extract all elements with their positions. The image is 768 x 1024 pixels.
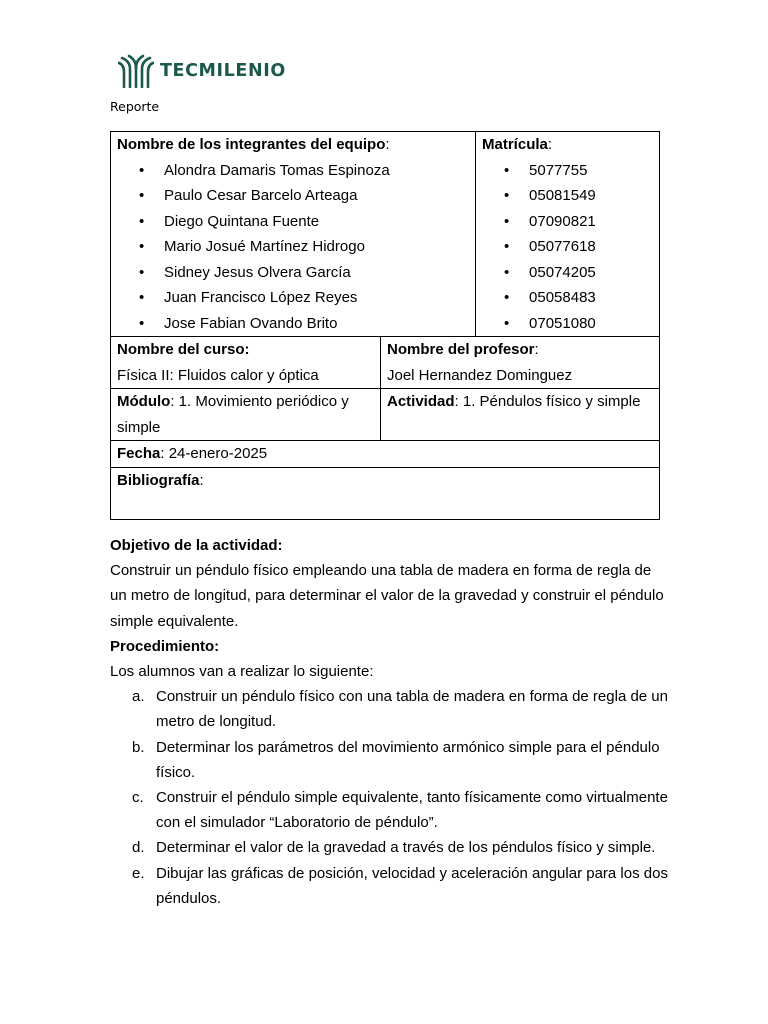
- activity-value: : 1. Péndulos físico y simple: [454, 393, 641, 410]
- activity-cell: [381, 389, 660, 441]
- date-value: : 24-enero-2025: [160, 445, 268, 462]
- step-marker: e.: [132, 864, 145, 882]
- logo-text: TECMILENIO: [160, 61, 286, 81]
- step-text: Construir el péndulo simple equivalente, tanto físicamente como virtualmente con el simulador “Laboratorio de péndulo”.: [156, 789, 668, 832]
- activity-label: Actividad: [387, 393, 455, 410]
- list-item: [110, 835, 670, 860]
- module-value: : 1. Movimiento periódico y simple: [117, 393, 349, 436]
- module-row: [111, 389, 660, 441]
- matricula-label: Matrícula: [482, 136, 548, 153]
- tecmilenio-logo-icon: [118, 54, 154, 88]
- date-label: Fecha: [117, 445, 161, 462]
- list-item: [110, 684, 670, 734]
- activity-description: [110, 533, 670, 911]
- procedure-intro: Los alumnos van a realizar lo siguiente:: [110, 663, 374, 681]
- bibliography-cell: [111, 467, 660, 519]
- list-item: • 07090821: [482, 209, 653, 235]
- step-marker: d.: [132, 839, 145, 857]
- step-marker: b.: [132, 738, 145, 756]
- info-table: [110, 131, 660, 520]
- members-cell: Nombre de los integrantes del equipo: • Alondra Damaris Tomas Espinoza • Paulo Cesar Barcelo Arteaga • Diego Quintana Fuente • Mario Josué Martínez Hidrogo • Sidney Jesus Olvera García • Juan Francisco López Reyes • Jose Fabian Ovando Brito: [111, 132, 476, 337]
- objective-heading: Objetivo de la actividad:: [110, 537, 283, 554]
- matricula-cell: Matrícula: • 5077755 • 05081549 • 07090821 • 05077618 • 05074205 • 05058483 • 07051080: [476, 132, 660, 337]
- course-row: [111, 337, 660, 389]
- list-item: • Paulo Cesar Barcelo Arteaga: [117, 183, 469, 209]
- module-cell: [111, 389, 381, 441]
- list-item: • Sidney Jesus Olvera García: [117, 260, 469, 286]
- list-item: [110, 785, 670, 835]
- members-list: [117, 158, 469, 337]
- step-text: Construir un péndulo físico con una tabla de madera en forma de regla de un metro de longitud.: [156, 688, 668, 731]
- list-item: • 05077618: [482, 234, 653, 260]
- professor-cell: Nombre del profesor: Joel Hernandez Dominguez: [381, 337, 660, 389]
- list-item: • Diego Quintana Fuente: [117, 209, 469, 235]
- members-label: Nombre de los integrantes del equipo: [117, 136, 386, 153]
- list-item: • 05058483: [482, 285, 653, 311]
- procedure-heading: Procedimiento:: [110, 637, 220, 655]
- list-item: • 05081549: [482, 183, 653, 209]
- list-item: • Mario Josué Martínez Hidrogo: [117, 234, 469, 260]
- module-label: Módulo: [117, 393, 171, 410]
- course-cell: [111, 337, 381, 389]
- bibliography-value: :: [199, 471, 204, 489]
- list-item: • 5077755: [482, 158, 653, 184]
- professor-label: Nombre del profesor: [387, 341, 535, 358]
- course-value: Física II: Fluidos calor y óptica: [117, 366, 319, 384]
- bibliography-row: [111, 467, 660, 519]
- bibliography-label: Bibliografía: [117, 471, 200, 489]
- list-item: • Jose Fabian Ovando Brito: [117, 311, 469, 337]
- course-label: Nombre del curso:: [117, 341, 250, 358]
- team-row: [111, 132, 660, 337]
- date-row: [111, 441, 660, 468]
- list-item: • 05074205: [482, 260, 653, 286]
- list-item: • 07051080: [482, 311, 653, 337]
- tecmilenio-logo: [118, 54, 286, 88]
- step-text: Determinar los parámetros del movimiento armónico simple para el péndulo físico.: [156, 738, 660, 781]
- list-item: [110, 861, 670, 911]
- list-item: • Juan Francisco López Reyes: [117, 285, 469, 311]
- step-text: Dibujar las gráficas de posición, velocidad y aceleración angular para los dos péndulos.: [156, 864, 668, 907]
- professor-value: Joel Hernandez Dominguez: [387, 366, 573, 384]
- document-type: Reporte: [110, 99, 160, 114]
- list-item: [110, 735, 670, 785]
- procedure-steps: [110, 684, 670, 911]
- step-marker: a.: [132, 688, 145, 706]
- step-marker: c.: [132, 789, 144, 807]
- objective-text: Construir un péndulo físico empleando una tabla de madera en forma de regla de un metro de longitud, para determinar el valor de la gravedad y construir el péndulo simple equivalente.: [110, 562, 664, 630]
- step-text: Determinar el valor de la gravedad a través de los péndulos físico y simple.: [156, 839, 656, 857]
- date-cell: [111, 441, 660, 468]
- list-item: • Alondra Damaris Tomas Espinoza: [117, 158, 469, 184]
- matricula-list: [482, 158, 653, 337]
